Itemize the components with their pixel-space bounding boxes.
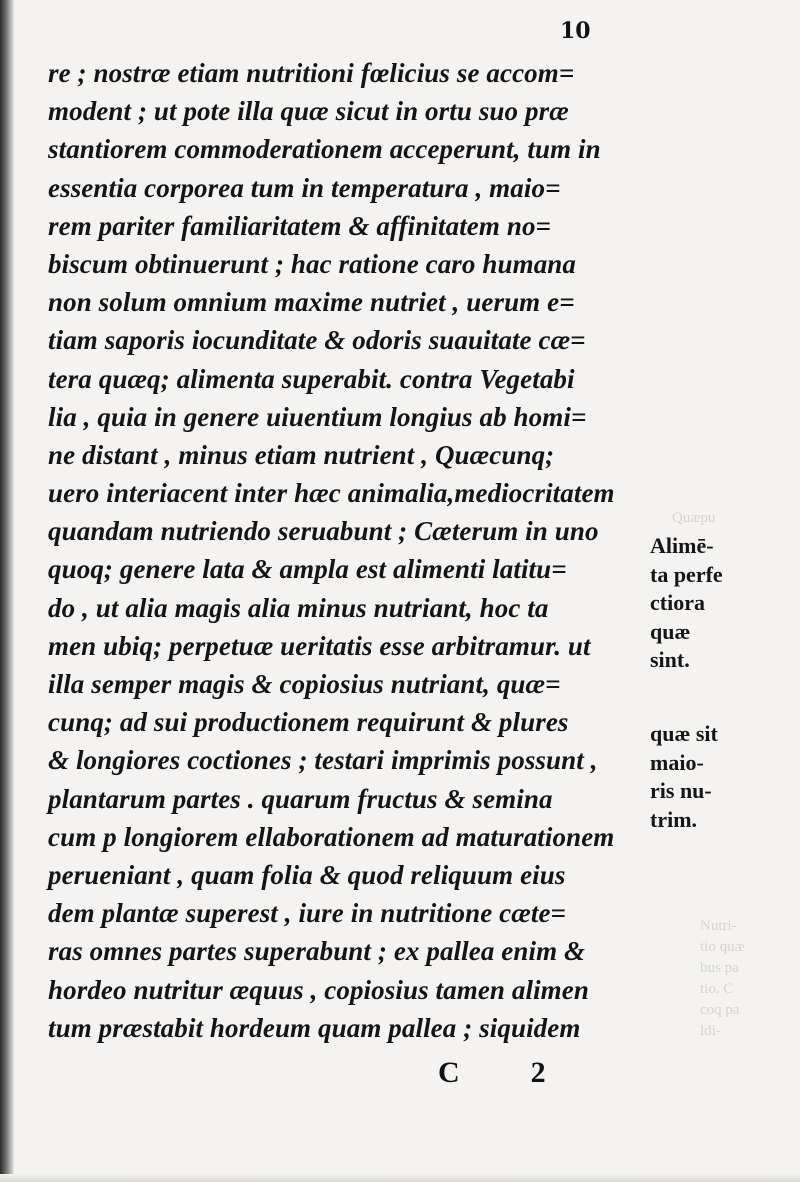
text-line: tera quæq; alimenta superabit. contra Vegetabi [48,363,575,394]
marginal-note-line: maio- [650,749,704,775]
bleed-through-text: tio quæ [700,939,745,955]
text-line: ne distant , minus etiam nutrient , Quæcunq; [48,439,555,470]
text-line: quandam nutriendo seruabunt ; Cæterum in uno [48,516,599,547]
text-line: & longiores coctiones ; testari imprimis possunt , [48,745,598,776]
text-line: men ubiq; perpetuæ ueritatis esse arbitramur. ut [48,630,591,661]
text-line: ras omnes partes superabunt ; ex pallea enim & [48,936,586,967]
marginal-note-line: ris nu- [650,778,712,803]
text-line: illa semper magis & copiosius nutriant, quæ= [48,669,561,699]
text-line: tiam saporis iocunditate & odoris suauitate cæ= [48,325,586,356]
text-line: non solum omnium maxime nutriet , uerum e= [48,287,575,318]
marginal-note [650,720,795,834]
text-line: re ; nostræ etiam nutritioni fœlicius se accom= [48,58,575,88]
text-line: rem pariter familiaritatem & affinitatem no= [48,210,552,241]
text-line: lia , quia in genere uiuentium longius ab homi= [48,401,587,432]
bleed-through-text: bus pa [700,960,739,976]
text-line: uero interiacent inter hæc animalia,mediocritatem [48,478,615,509]
text-line: quoq; genere lata & ampla est alimenti latitu= [48,554,567,585]
bleed-through-text: tio. C [700,981,734,997]
marginal-note-line: trim. [650,806,698,832]
page-number: 10 [560,18,591,44]
text-line: dem plantæ superest , iure in nutritione cæte= [48,898,567,929]
bleed-through-text: Quæpu [672,510,716,526]
marginal-note-line: sint. [650,647,690,672]
body-text [48,54,648,1047]
marginal-note-line: ctiora [650,590,705,615]
text-line: do , ut alia magis alia minus nutriant, hoc ta [48,592,549,623]
text-line: plantarum partes . quarum fructus & semina [48,783,553,814]
marginal-note-line: quæ [650,618,691,644]
text-line: tum præstabit hordeum quam pallea ; siquidem [48,1012,581,1043]
signature-letter: C [438,1056,461,1089]
text-line: hordeo nutritur æquus , copiosius tamen alimen [48,974,589,1005]
marginal-note-line: ta perfe [650,561,723,587]
text-line: essentia corporea tum in temperatura , maio= [48,172,561,203]
marginal-note-line: Alimē- [650,533,714,558]
marginal-note-line: quæ sit [650,721,718,746]
signature-number: 2 [530,1056,547,1089]
bleed-through-text: Nutri- [700,918,737,934]
text-line: biscum obtinuerunt ; hac ratione caro humana [48,248,577,279]
signature-mark [438,1056,547,1090]
bleed-through-text: coq pa [700,1002,740,1018]
text-line: cunq; ad sui productionem requirunt & plures [48,707,569,738]
binding-shadow [0,0,14,1182]
bleed-through-text: ldi- [700,1023,721,1039]
text-line: modent ; ut pote illa quæ sicut in ortu suo præ [48,96,569,127]
text-line: cum p longiorem ellaborationem ad maturationem [48,821,615,852]
marginal-note [650,532,795,675]
text-line: perueniant , quam folia & quod reliquum eius [48,859,566,890]
text-line: stantiorem commoderationem acceperunt, tum in [48,134,601,165]
page-bottom-edge [0,1174,800,1182]
